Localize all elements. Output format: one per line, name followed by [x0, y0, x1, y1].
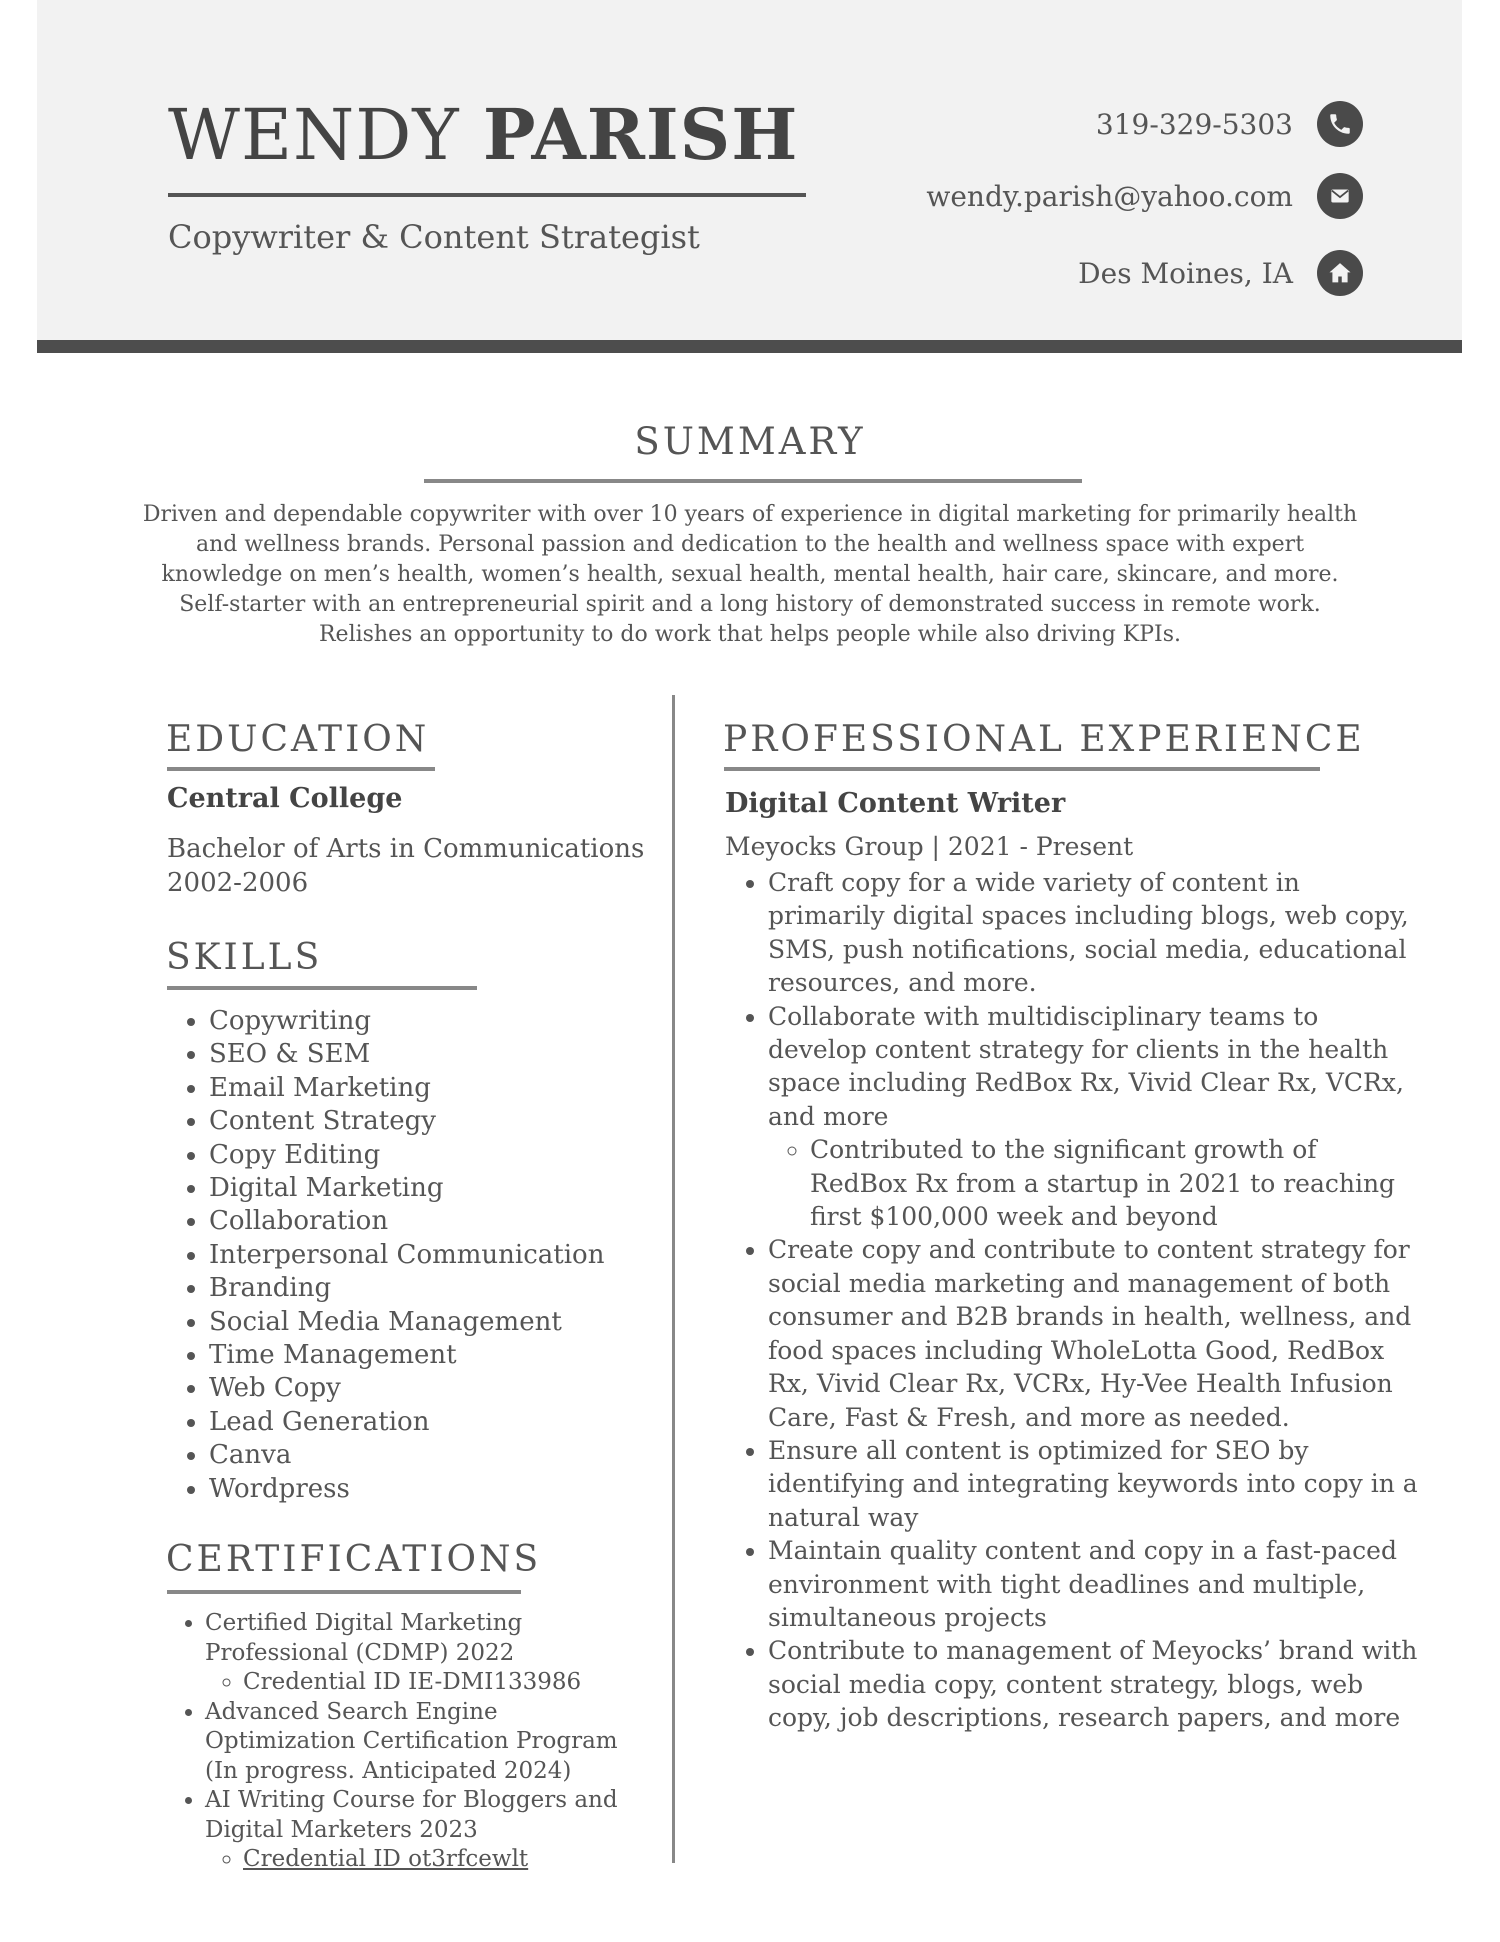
list-item: • Branding: [209, 1272, 604, 1305]
list-item: • Collaboration: [209, 1205, 604, 1238]
list-item: • Interpersonal Communication: [209, 1239, 604, 1272]
mail-icon: [1317, 173, 1363, 219]
list-item: • Create copy and contribute to content strategy for social media marketing and management of both consumer and B2B brands in health, wellness, and food spaces including WholeLotta Good, RedBox Rx, Vivid Clear Rx, VCRx, Hy-Vee Health Infusion Care, Fast & Fresh, and more as needed.: [768, 1233, 1418, 1433]
bullet-text: Collaborate with multidisciplinary teams to develop content strategy for clients in the health space including RedBox Rx, Vivid Clear Rx, VCRx, and more: [768, 1001, 1404, 1131]
contact-phone: [1096, 101, 1363, 147]
contact-email: [926, 173, 1363, 219]
list-item: [205, 1698, 645, 1787]
list-item: • Copywriting: [209, 1005, 604, 1038]
list-item: • Canva: [209, 1439, 604, 1472]
experience-underline: [724, 767, 1320, 771]
list-item: [205, 1786, 645, 1875]
phone-icon: [1317, 101, 1363, 147]
list-item: • Social Media Management: [209, 1306, 604, 1339]
list-item: • Content Strategy: [209, 1105, 604, 1138]
cert-credential-item: [243, 1845, 645, 1875]
cert-name: Advanced Search Engine Optimization Certification Program (In progress. Anticipated 2024): [205, 1698, 618, 1784]
home-icon: [1317, 250, 1363, 296]
contact-location: [1078, 250, 1363, 296]
candidate-name: [168, 93, 799, 176]
list-item: • Lead Generation: [209, 1406, 604, 1439]
sub-list-item: ◦ Contributed to the significant growth of RedBox Rx from a startup in 2021 to reaching first $100,000 week and beyond: [810, 1133, 1418, 1233]
experience-heading: PROFESSIONAL EXPERIENCE: [723, 719, 1365, 760]
header-divider-bar: [37, 340, 1462, 353]
list-item: • Maintain quality content and copy in a fast-paced environment with tight deadlines and multiple, simultaneous projects: [768, 1534, 1418, 1634]
certifications-list: [167, 1609, 645, 1875]
list-item: • Web Copy: [209, 1372, 604, 1405]
experience-company: Meyocks Group | 2021 - Present: [725, 832, 1134, 861]
education-heading: EDUCATION: [166, 719, 430, 760]
certifications-underline: [167, 1590, 521, 1594]
list-item: • Digital Marketing: [209, 1172, 604, 1205]
list-item: • Craft copy for a wide variety of content in primarily digital spaces including blogs, web copy, SMS, push notifications, social media, educational resources, and more.: [768, 866, 1418, 1000]
school-name: Central College: [167, 783, 403, 814]
skills-underline: [167, 986, 477, 990]
list-item: • Wordpress: [209, 1473, 604, 1506]
list-item: • Email Marketing: [209, 1072, 604, 1105]
list-item: [768, 1000, 1418, 1234]
skills-heading: SKILLS: [166, 937, 323, 978]
list-item: [205, 1609, 645, 1698]
skills-list: [167, 1005, 604, 1506]
cert-name: Certified Digital Marketing Professional (CDMP) 2022: [205, 1610, 523, 1666]
list-item: • Ensure all content is optimized for SEO by identifying and integrating keywords into copy in a natural way: [768, 1434, 1418, 1534]
cert-credential: ◦ Credential ID IE-DMI133986: [243, 1668, 645, 1698]
job-title: Copywriter & Content Strategist: [168, 218, 700, 256]
summary-text: Driven and dependable copywriter with over 10 years of experience in digital marketing for primarily health and wellness brands. Personal passion and dedication to the health and wellness space with expert knowledge on men’s health, women’s health, sexual health, mental health, hair care, skincare, and more. Self-starter with an entrepreneurial spirit and a long history of demonstrated success in remote work. Relishes an opportunity to do work that helps people while also driving KPIs.: [142, 502, 1358, 647]
experience-bullets: [725, 866, 1418, 1735]
summary-underline: [424, 479, 1082, 483]
name-underline: [168, 193, 806, 197]
summary-heading: SUMMARY: [634, 420, 866, 463]
first-name: WENDY: [168, 94, 460, 176]
certifications-heading: CERTIFICATIONS: [166, 1539, 542, 1580]
list-item: • Time Management: [209, 1339, 604, 1372]
degree-years: 2002-2006: [167, 868, 309, 898]
list-item: • Copy Editing: [209, 1139, 604, 1172]
education-underline: [167, 767, 435, 771]
location-text: Des Moines, IA: [1078, 256, 1293, 290]
list-item: • SEO & SEM: [209, 1038, 604, 1071]
email-text[interactable]: wendy.parish@yahoo.com: [926, 179, 1293, 213]
last-name: PARISH: [482, 93, 799, 176]
cert-name: AI Writing Course for Bloggers and Digital Marketers 2023: [205, 1787, 618, 1843]
phone-text[interactable]: 319-329-5303: [1095, 107, 1293, 141]
experience-job-title: Digital Content Writer: [725, 788, 1066, 819]
list-item: • Contribute to management of Meyocks’ brand with social media copy, content strategy, blogs, web copy, job descriptions, research papers, and more: [768, 1634, 1418, 1734]
credential-link[interactable]: Credential ID ot3rfcewlt: [243, 1846, 529, 1872]
degree-name: Bachelor of Arts in Communications: [167, 834, 645, 864]
column-divider: [672, 695, 675, 1863]
